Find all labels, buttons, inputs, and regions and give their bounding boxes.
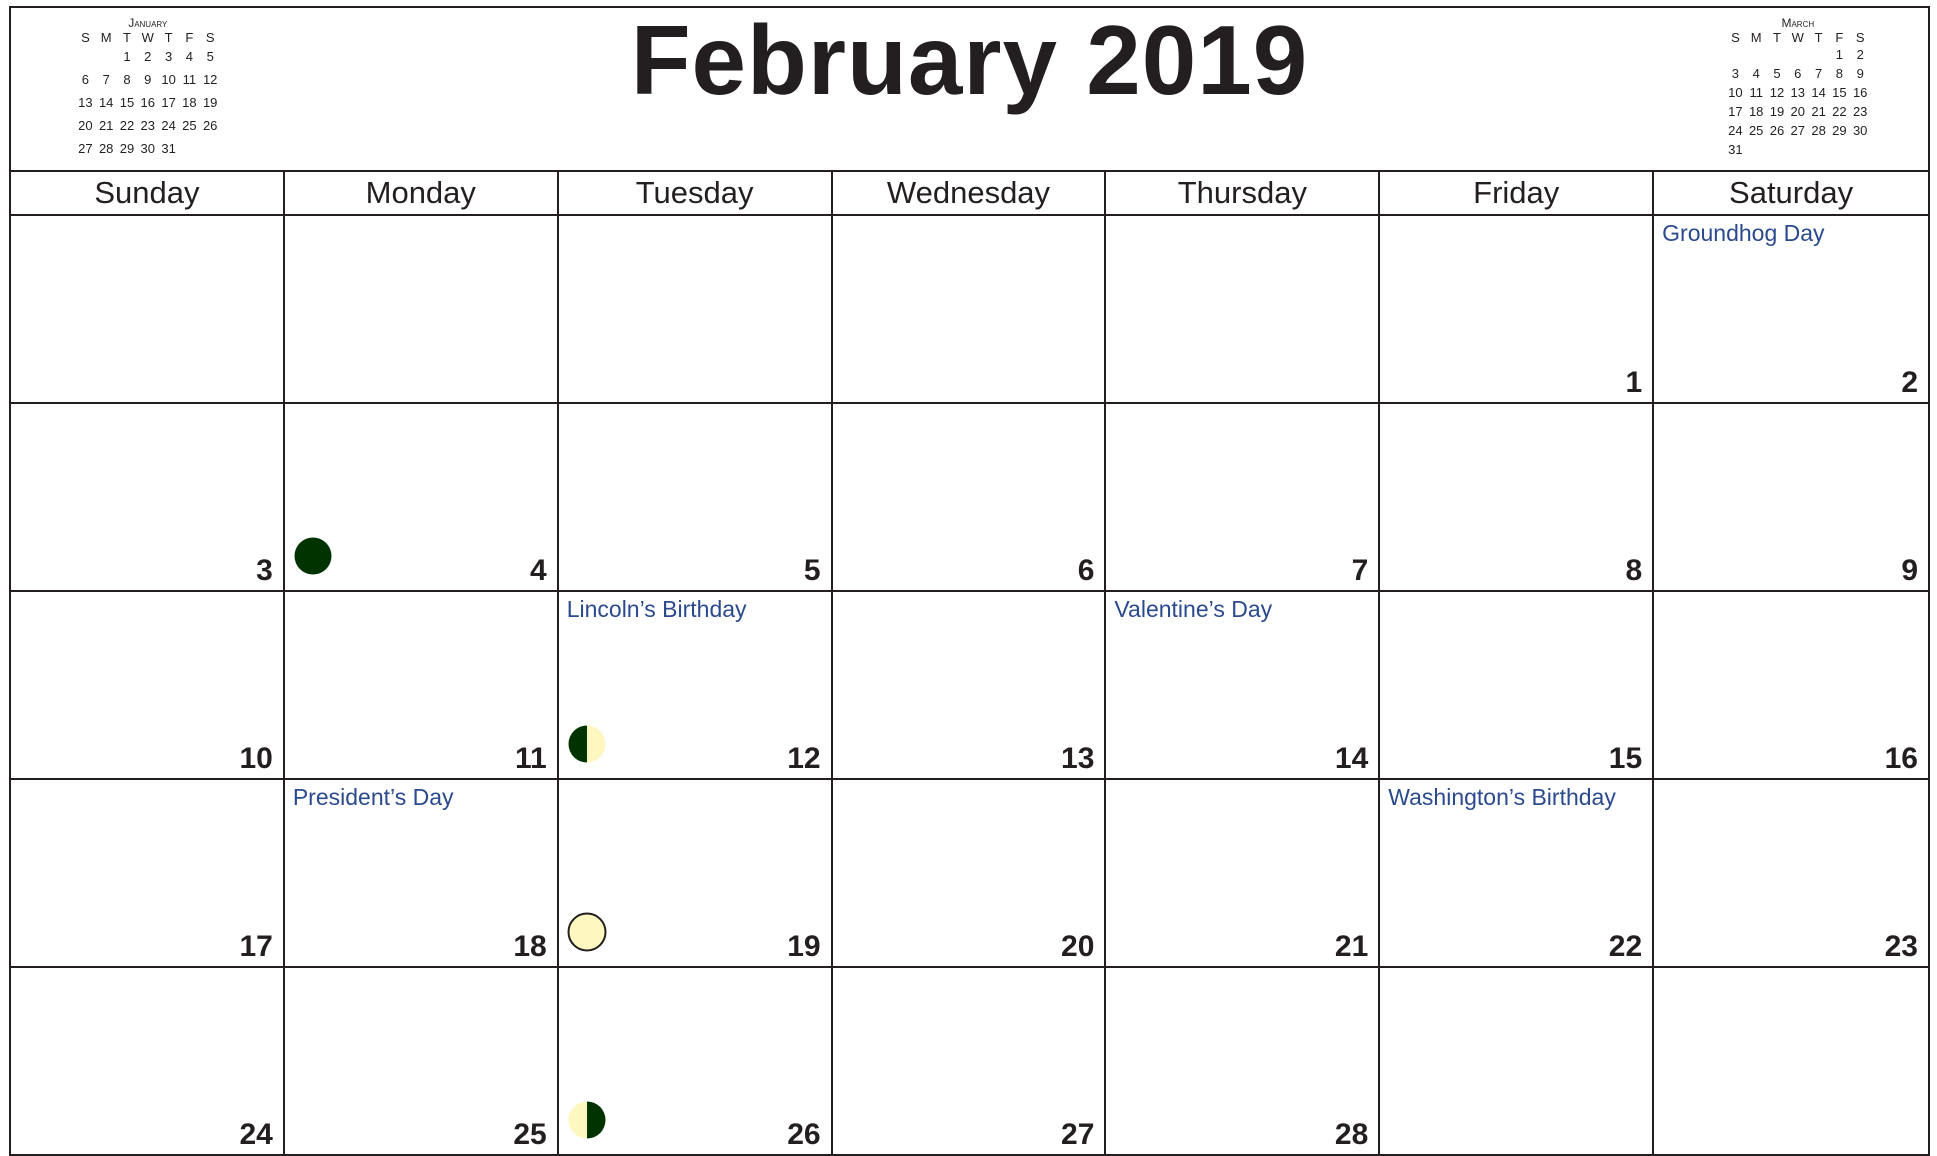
day-cell-20[interactable] <box>833 780 1107 968</box>
day-number: 12 <box>787 742 821 775</box>
day-number: 22 <box>1608 930 1643 963</box>
mini-dow-label: S <box>1855 30 1865 45</box>
holiday-label: Lincoln’s Birthday <box>566 596 747 622</box>
day-cell-26[interactable] <box>559 968 833 1156</box>
calendar-header <box>11 5 1928 170</box>
mini-day: 25 <box>182 118 197 133</box>
mini-month-name: January <box>128 16 168 30</box>
mini-dow-label: M <box>100 30 112 45</box>
day-cell-4[interactable] <box>285 404 559 592</box>
mini-week-row <box>1725 140 1871 159</box>
empty-day-cell <box>833 216 1107 404</box>
weekday-header-wednesday: Wednesday <box>833 172 1107 214</box>
mini-day: 20 <box>78 118 93 133</box>
mini-day: 27 <box>78 141 93 156</box>
full-moon-icon <box>567 912 607 952</box>
day-cell-14[interactable] <box>1106 592 1380 780</box>
mini-day: 9 <box>1856 66 1864 81</box>
mini-day: 21 <box>98 118 114 133</box>
mini-dow-label: T <box>123 30 131 45</box>
mini-calendar-march <box>1725 16 1871 159</box>
mini-day: 22 <box>1832 104 1847 119</box>
mini-day: 25 <box>1748 123 1764 138</box>
holiday-label: President’s Day <box>292 784 454 810</box>
empty-day-cell <box>559 216 833 404</box>
weekday-header-saturday: Saturday <box>1729 175 1854 210</box>
mini-week-row <box>1725 102 1871 121</box>
mini-day: 26 <box>202 118 218 133</box>
mini-day: 22 <box>119 118 135 133</box>
day-cell-18[interactable] <box>285 780 559 968</box>
last-quarter-icon <box>567 1100 607 1140</box>
day-cell-8[interactable] <box>1380 404 1654 592</box>
day-cell-27[interactable] <box>833 968 1107 1156</box>
day-cell-22[interactable] <box>1380 780 1654 968</box>
mini-week-row <box>75 91 221 114</box>
mini-day: 4 <box>185 49 193 64</box>
mini-week-row <box>1725 121 1871 140</box>
mini-day: 29 <box>119 141 135 156</box>
first-quarter-icon <box>567 724 607 764</box>
mini-day: 15 <box>1832 85 1847 100</box>
mini-day: 16 <box>140 95 156 110</box>
day-cell-5[interactable] <box>559 404 833 592</box>
mini-month-table <box>1725 30 1871 159</box>
mini-day: 24 <box>1728 123 1743 138</box>
day-cell-2[interactable] <box>1654 216 1928 404</box>
mini-day: 31 <box>161 141 176 156</box>
mini-day: 30 <box>1852 123 1868 138</box>
mini-day <box>1850 140 1871 159</box>
mini-day: 26 <box>1769 123 1785 138</box>
mini-day: 3 <box>1731 66 1740 81</box>
month-grid <box>11 216 1928 1150</box>
mini-day: 19 <box>202 95 218 110</box>
mini-day <box>1725 45 1746 64</box>
day-number: 17 <box>239 930 273 963</box>
day-number: 15 <box>1608 742 1643 775</box>
mini-day: 12 <box>202 72 218 87</box>
mini-dow-label: W <box>141 30 154 45</box>
mini-day: 24 <box>161 118 176 133</box>
day-number: 8 <box>1625 554 1643 587</box>
empty-day-cell <box>1654 968 1928 1156</box>
weekday-header-tuesday: Tuesday <box>559 172 833 214</box>
day-cell-9[interactable] <box>1654 404 1928 592</box>
mini-day: 17 <box>1728 104 1743 119</box>
day-number: 14 <box>1334 742 1369 775</box>
mini-day <box>1767 45 1788 64</box>
mini-day: 14 <box>1811 85 1826 100</box>
day-number: 7 <box>1351 554 1369 587</box>
mini-day: 13 <box>78 95 93 110</box>
mini-day <box>75 45 96 68</box>
mini-day: 5 <box>1773 66 1781 81</box>
day-number: 26 <box>787 1118 821 1151</box>
mini-day: 7 <box>1814 66 1823 81</box>
weekday-header-friday: Friday <box>1380 172 1654 214</box>
holiday-label: Valentine’s Day <box>1114 596 1273 622</box>
day-number: 1 <box>1625 366 1643 399</box>
day-cell-3[interactable] <box>11 404 285 592</box>
mini-day: 19 <box>1769 104 1785 119</box>
mini-day: 27 <box>1790 123 1806 138</box>
day-number: 19 <box>787 930 821 963</box>
mini-day <box>1808 140 1829 159</box>
day-cell-13[interactable] <box>833 592 1107 780</box>
mini-day <box>1808 45 1829 64</box>
day-number: 21 <box>1334 930 1369 963</box>
mini-day: 28 <box>98 141 114 156</box>
mini-dow-label: T <box>1773 30 1781 45</box>
mini-day: 21 <box>1811 104 1826 119</box>
mini-dow-label: M <box>1750 30 1762 45</box>
mini-week-row <box>75 137 221 160</box>
day-cell-21[interactable] <box>1106 780 1380 968</box>
mini-day <box>1746 45 1767 64</box>
mini-day: 29 <box>1832 123 1847 138</box>
day-cell-7[interactable] <box>1106 404 1380 592</box>
mini-month-name: March <box>1781 16 1815 30</box>
mini-day: 23 <box>1852 104 1868 119</box>
mini-week-row <box>1725 45 1871 64</box>
day-cell-10[interactable] <box>11 592 285 780</box>
empty-day-cell <box>1106 216 1380 404</box>
mini-dow-row <box>75 30 221 45</box>
mini-day: 10 <box>161 72 176 87</box>
mini-day: 15 <box>119 95 135 110</box>
day-number: 9 <box>1901 554 1918 587</box>
day-cell-24[interactable] <box>11 968 285 1156</box>
day-number: 24 <box>239 1118 273 1151</box>
mini-day: 8 <box>1835 66 1843 81</box>
mini-day: 12 <box>1769 85 1785 100</box>
day-number: 10 <box>239 742 273 775</box>
new-moon-icon <box>293 536 333 576</box>
mini-day: 2 <box>144 49 152 64</box>
mini-dow-label: F <box>185 30 194 45</box>
mini-day: 10 <box>1728 85 1743 100</box>
mini-day <box>96 45 117 68</box>
weekday-header-row <box>11 170 1928 216</box>
mini-day: 3 <box>164 49 173 64</box>
mini-day: 18 <box>1748 104 1764 119</box>
mini-week-row <box>75 45 221 68</box>
mini-dow-label: S <box>205 30 215 45</box>
day-number: 3 <box>256 554 273 587</box>
holiday-label: Washington’s Birthday <box>1388 784 1616 810</box>
mini-day: 4 <box>1752 66 1760 81</box>
mini-day: 14 <box>98 95 114 110</box>
day-number: 18 <box>513 930 547 963</box>
mini-day <box>179 137 200 160</box>
mini-day <box>1829 140 1850 159</box>
mini-dow-label: T <box>164 30 173 45</box>
mini-month-table <box>75 30 221 160</box>
mini-day: 11 <box>182 72 197 87</box>
empty-day-cell <box>11 216 285 404</box>
holiday-label: Groundhog Day <box>1662 220 1825 246</box>
mini-day: 20 <box>1790 104 1806 119</box>
mini-day <box>1746 140 1767 159</box>
mini-dow-row <box>1725 30 1871 45</box>
mini-day <box>1787 140 1808 159</box>
day-cell-11[interactable] <box>285 592 559 780</box>
mini-day: 13 <box>1790 85 1806 100</box>
day-number: 13 <box>1061 742 1095 775</box>
day-cell-17[interactable] <box>11 780 285 968</box>
mini-day: 11 <box>1749 85 1763 100</box>
mini-day: 6 <box>1794 66 1802 81</box>
day-number: 6 <box>1077 554 1095 587</box>
mini-day: 7 <box>102 72 110 87</box>
mini-day: 23 <box>140 118 156 133</box>
day-cell-25[interactable] <box>285 968 559 1156</box>
mini-day <box>1767 140 1788 159</box>
day-cell-19[interactable] <box>559 780 833 968</box>
month-title: February 2019 <box>630 5 1309 115</box>
empty-day-cell <box>285 216 559 404</box>
mini-day: 1 <box>123 49 131 64</box>
mini-dow-label: S <box>1731 30 1740 45</box>
mini-week-row <box>1725 83 1871 102</box>
mini-day: 5 <box>206 49 214 64</box>
day-number: 11 <box>514 742 547 775</box>
weekday-header-sunday: Sunday <box>11 172 285 214</box>
mini-dow-label: F <box>1835 30 1844 45</box>
mini-dow-label: T <box>1814 30 1823 45</box>
mini-dow-label: W <box>1791 30 1804 45</box>
day-cell-1[interactable] <box>1380 216 1654 404</box>
mini-day: 18 <box>182 95 197 110</box>
day-number: 23 <box>1884 930 1918 963</box>
mini-day: 6 <box>81 72 90 87</box>
mini-week-row <box>75 68 221 91</box>
mini-calendar-january <box>75 16 221 160</box>
mini-day: 16 <box>1852 85 1868 100</box>
day-cell-16[interactable] <box>1654 592 1928 780</box>
weekday-header-thursday: Thursday <box>1106 172 1380 214</box>
mini-day: 17 <box>161 95 176 110</box>
day-cell-12[interactable] <box>559 592 833 780</box>
mini-day <box>1787 45 1808 64</box>
day-cell-6[interactable] <box>833 404 1107 592</box>
day-number: 4 <box>530 554 547 587</box>
mini-day: 8 <box>123 72 131 87</box>
empty-day-cell <box>1380 968 1654 1156</box>
mini-week-row <box>75 114 221 137</box>
mini-day: 1 <box>1835 47 1843 62</box>
day-number: 28 <box>1334 1118 1369 1151</box>
mini-day: 2 <box>1856 47 1864 62</box>
day-number: 20 <box>1061 930 1095 963</box>
day-number: 25 <box>513 1118 547 1151</box>
mini-day: 28 <box>1811 123 1826 138</box>
day-number: 16 <box>1884 742 1918 775</box>
weekday-header-monday: Monday <box>285 172 559 214</box>
day-cell-23[interactable] <box>1654 780 1928 968</box>
mini-day <box>200 137 221 160</box>
day-cell-15[interactable] <box>1380 592 1654 780</box>
mini-dow-label: S <box>81 30 90 45</box>
mini-day: 31 <box>1728 142 1743 157</box>
day-cell-28[interactable] <box>1106 968 1380 1156</box>
mini-day: 30 <box>140 141 156 156</box>
mini-week-row <box>1725 64 1871 83</box>
day-number: 2 <box>1901 366 1918 399</box>
day-number: 27 <box>1061 1118 1095 1151</box>
mini-day: 9 <box>144 72 152 87</box>
day-number: 5 <box>803 554 821 587</box>
